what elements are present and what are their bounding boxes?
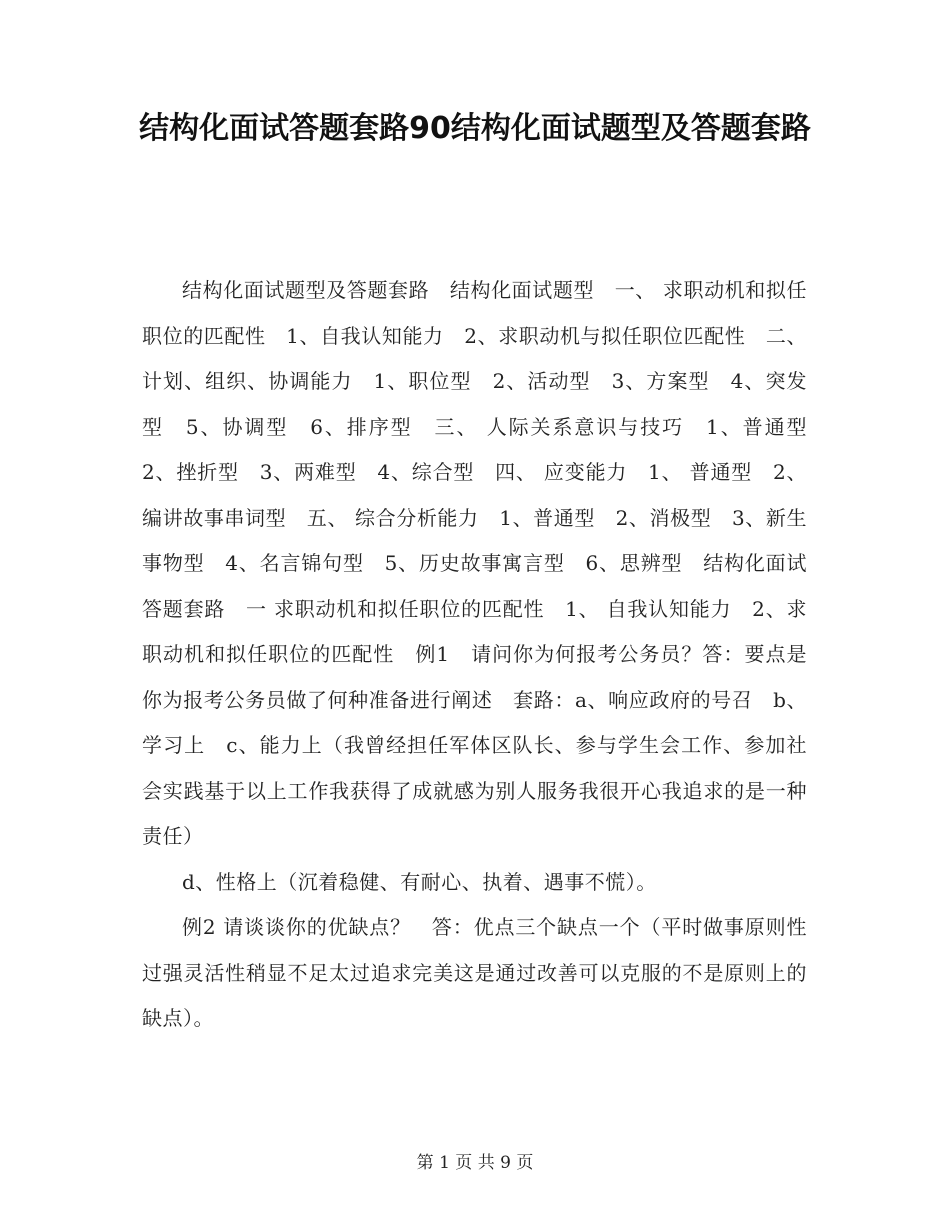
paragraph: d、性格上（沉着稳健、有耐心、执着、遇事不慌）。 <box>182 869 657 894</box>
document-title: 结构化面试答题套路90结构化面试题型及答题套路 <box>139 111 811 146</box>
paragraph: 结构化面试题型及答题套路 结构化面试题型 一、 求职动机和拟任职位的匹配性 1、自我认知能力 2、求职动机与拟任职位匹配性 二、 计划、组织、协调能力 1、职位型 2、活动型 3、方案型 4、突发型 5、协调型 6、排序型 三、 人际关系意识与技巧 1、普通型 2、挫折型 3、两难型 4、综合型 四、 应变能力 1、 普通型 2、 编讲故事串词型 五、 综合分析能力 1、普通型 2、消极型 3、新生事物型 4、名言锦句型 5、历史故事寓言型 6、思辨型 结构化面试答题套路 一 求职动机和拟任职位的匹配性 1、 自我认知能力 2、求职动机和拟任职位的匹配性 例1 请问你为何报考公务员？答：要点是你为报考公务员做了何种准备进行阐述 套路：a、响应政府的号召 b、学习上 c、能力上（我曾经担任军体区队长、参与学生会工作、参加社会实践基于以上工作我获得了成就感为别人服务我很开心我追求的是一种责任） <box>142 278 828 848</box>
document-body <box>142 268 828 1042</box>
page-footer: 第 1 页 共 9 页 <box>416 1153 534 1173</box>
paragraph: 例2 请谈谈你的优缺点？ 答：优点三个缺点一个（平时做事原则性过强灵活性稍显不足太过追求完美这是通过改善可以克服的不是原则上的缺点）。 <box>142 915 807 1030</box>
